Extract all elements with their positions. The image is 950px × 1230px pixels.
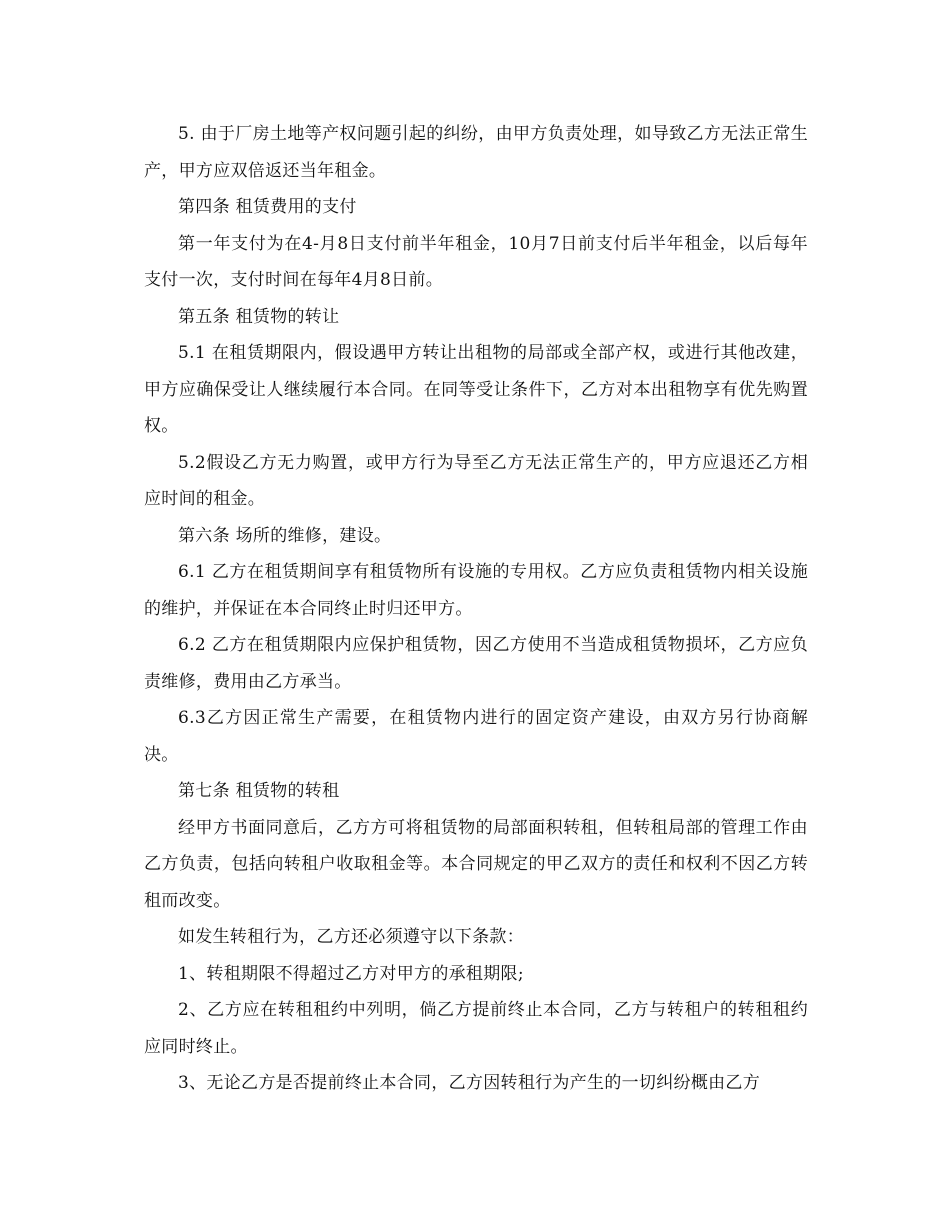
list-item: 3、无论乙方是否提前终止本合同，乙方因转租行为产生的一切纠纷概由乙方 [178,1073,761,1093]
clause-paragraph: 经甲方书面同意后，乙方方可将租赁物的局部面积转租，但转租局部的管理工作由乙方负责，包括向转租户收取租金等。本合同规定的甲乙双方的责任和权利不因乙方转租而改变。 [144,817,808,911]
clause-paragraph: 5.2假设乙方无力购置，或甲方行为导至乙方无法正常生产的，甲方应退还乙方相应时间的租金。 [144,452,808,509]
clause-paragraph: 第一年支付为在4-月8日支付前半年租金，10月7日前支付后半年租金，以后每年支付一次，支付时间在每年4月8日前。 [144,233,808,290]
clause-paragraph: 5. 由于厂房土地等产权问题引起的纠纷，由甲方负责处理，如导致乙方无法正常生产，甲方应双倍返还当年租金。 [144,124,808,181]
section-heading: 第七条 租赁物的转租 [178,781,340,801]
list-item: 2、乙方应在转租租约中列明，倘乙方提前终止本合同，乙方与转租户的转租租约应同时终止。 [144,1000,808,1057]
clause-paragraph: 6.1 乙方在租赁期间享有租赁物所有设施的专用权。乙方应负责租赁物内相关设施的维护，并保证在本合同终止时归还甲方。 [144,562,808,619]
section-heading: 第五条 租赁物的转让 [178,306,340,327]
clause-paragraph: 6.3乙方因正常生产需要，在租赁物内进行的固定资产建设，由双方另行协商解决。 [144,708,808,765]
list-item: 1、转租期限不得超过乙方对甲方的承租期限; [178,963,524,984]
clause-paragraph: 5.1 在租赁期限内，假设遇甲方转让出租物的局部或全部产权，或进行其他改建，甲方应确保受让人继续履行本合同。在同等受让条件下，乙方对本出租物享有优先购置权。 [144,343,808,436]
clause-paragraph: 6.2 乙方在租赁期限内应保护租赁物，因乙方使用不当造成租赁物损坏，乙方应负责维修，费用由乙方承当。 [144,635,808,692]
clause-paragraph: 如发生转租行为，乙方还必须遵守以下条款： [178,927,524,947]
document-body [144,116,808,1102]
section-heading: 第六条 场所的维修，建设。 [178,525,392,546]
section-heading: 第四条 租赁费用的支付 [178,197,357,217]
